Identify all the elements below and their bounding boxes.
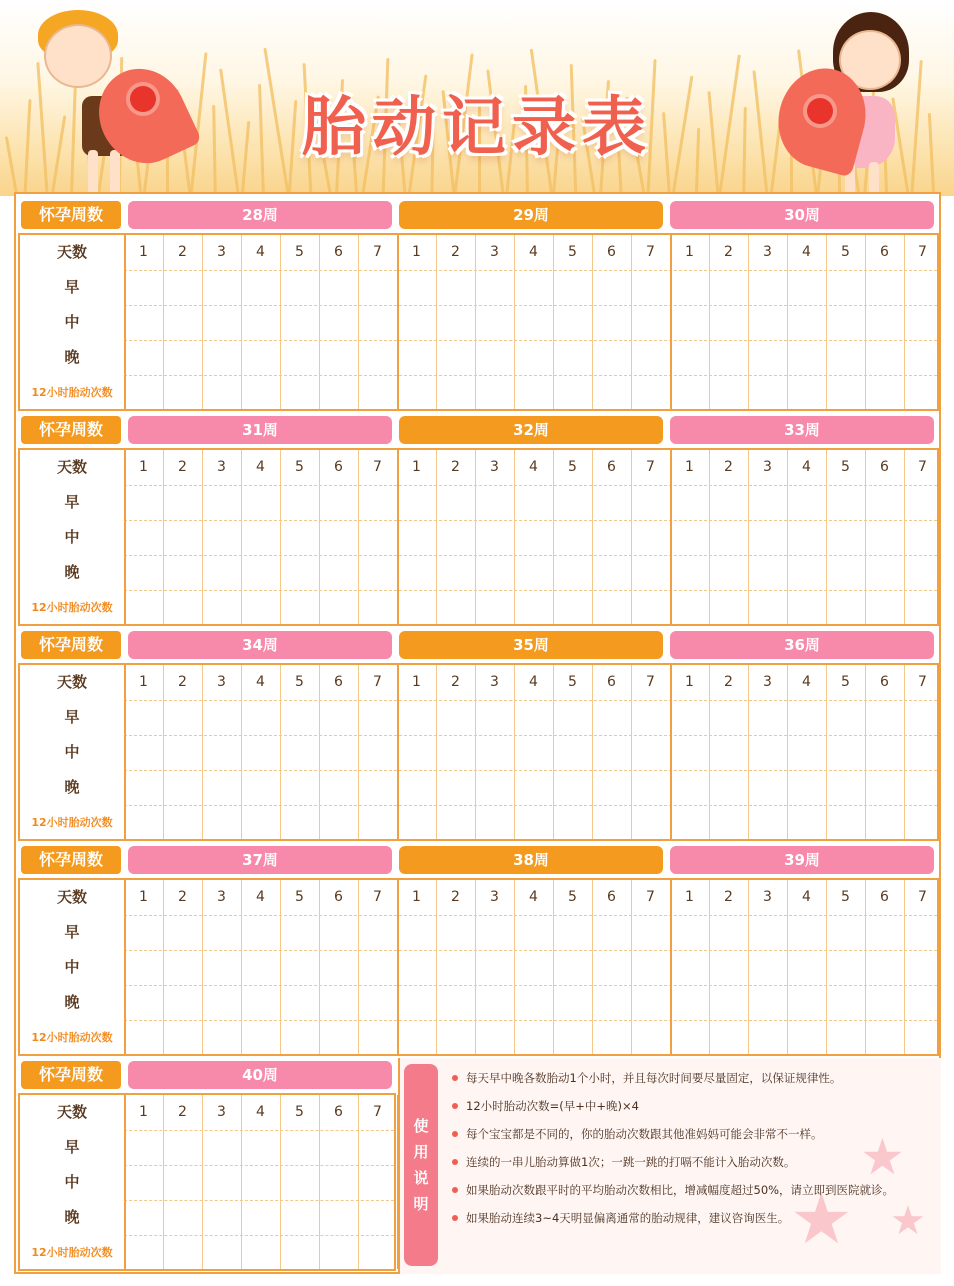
week-grid (18, 1093, 396, 1271)
row-label-morning: 早 (64, 278, 80, 296)
week-pill: 35周 (399, 631, 663, 659)
day-number: 3 (217, 244, 226, 260)
day-number: 1 (685, 889, 694, 905)
day-number: 3 (763, 459, 772, 475)
instructions-tag: 使 用 说 明 (404, 1064, 438, 1266)
day-number: 7 (646, 244, 655, 260)
day-number: 6 (334, 244, 343, 260)
week-pill: 30周 (670, 201, 934, 229)
day-number: 1 (685, 244, 694, 260)
day-number: 4 (256, 459, 265, 475)
row-label-morning: 早 (64, 923, 80, 941)
day-number: 2 (451, 674, 460, 690)
day-number: 1 (139, 1104, 148, 1120)
day-number: 3 (763, 674, 772, 690)
grid-row-line (124, 375, 937, 376)
week-pill: 37周 (128, 846, 392, 874)
day-number: 3 (763, 889, 772, 905)
star-decoration: ★ (890, 1198, 926, 1244)
day-number: 7 (373, 1104, 382, 1120)
day-number: 7 (918, 889, 927, 905)
day-number: 4 (802, 244, 811, 260)
grid-row-line (124, 950, 937, 951)
week-pill: 31周 (128, 416, 392, 444)
day-number: 1 (685, 459, 694, 475)
day-number: 7 (373, 674, 382, 690)
day-number: 5 (295, 459, 304, 475)
day-number: 5 (295, 1104, 304, 1120)
day-number: 7 (373, 889, 382, 905)
day-number: 5 (841, 459, 850, 475)
day-number: 2 (178, 1104, 187, 1120)
grid-row-line (124, 770, 937, 771)
row-label-total: 12小时胎动次数 (31, 386, 113, 399)
grid-row-line (124, 520, 937, 521)
week-pill: 33周 (670, 416, 934, 444)
day-number: 3 (763, 244, 772, 260)
grid-row-line (124, 1235, 394, 1236)
week-header-row (18, 839, 939, 879)
day-number: 5 (568, 244, 577, 260)
day-number: 3 (490, 244, 499, 260)
day-number: 6 (607, 459, 616, 475)
grid-row-line (124, 805, 937, 806)
day-number: 7 (646, 459, 655, 475)
day-number: 4 (529, 459, 538, 475)
row-label-noon: 中 (64, 313, 80, 331)
day-number: 3 (217, 1104, 226, 1120)
row-label-total: 12小时胎动次数 (31, 816, 113, 829)
day-number: 5 (295, 889, 304, 905)
star-decoration: ★ (790, 1178, 853, 1260)
grid-row-line (124, 340, 937, 341)
week-grid (18, 233, 939, 411)
instruction-item: 12小时胎动次数=(早+中+晚)×4 (452, 1092, 932, 1120)
day-number: 4 (256, 674, 265, 690)
day-number: 7 (646, 674, 655, 690)
week-grid (18, 663, 939, 841)
row-label-total: 12小时胎动次数 (31, 601, 113, 614)
day-number: 4 (529, 674, 538, 690)
day-number: 7 (918, 459, 927, 475)
grid-row-line (124, 270, 937, 271)
day-number: 1 (685, 674, 694, 690)
row-label-days: 天数 (56, 458, 87, 476)
day-number: 6 (880, 459, 889, 475)
day-number: 1 (412, 674, 421, 690)
instruction-item: 如果胎动连续3~4天明显偏离通常的胎动规律，建议咨询医生。 (452, 1204, 932, 1232)
row-label-evening: 晚 (64, 778, 80, 796)
day-number: 4 (256, 889, 265, 905)
week-label: 怀孕周数 (21, 201, 121, 229)
day-number: 1 (139, 889, 148, 905)
day-number: 3 (217, 889, 226, 905)
grid-row-line (124, 1020, 937, 1021)
day-number: 2 (178, 674, 187, 690)
day-number: 7 (646, 889, 655, 905)
week-label: 怀孕周数 (21, 846, 121, 874)
grid-row-line (124, 1130, 394, 1131)
row-label-noon: 中 (64, 1173, 80, 1191)
day-number: 3 (490, 889, 499, 905)
day-number: 4 (256, 244, 265, 260)
row-label-days: 天数 (56, 673, 87, 691)
day-number: 1 (412, 244, 421, 260)
week-header-row (18, 194, 939, 234)
day-number: 2 (724, 459, 733, 475)
grid-row-line (124, 735, 937, 736)
week-pill: 32周 (399, 416, 663, 444)
grid-row-line (124, 485, 937, 486)
day-number: 4 (802, 459, 811, 475)
day-number: 6 (334, 889, 343, 905)
day-number: 6 (607, 674, 616, 690)
week-pill: 38周 (399, 846, 663, 874)
row-label-noon: 中 (64, 743, 80, 761)
day-number: 5 (841, 674, 850, 690)
week-grid (18, 448, 939, 626)
grid-row-line (124, 700, 937, 701)
row-label-total: 12小时胎动次数 (31, 1246, 113, 1259)
day-number: 5 (295, 244, 304, 260)
day-number: 4 (802, 674, 811, 690)
row-label-days: 天数 (56, 888, 87, 906)
grid-row-line (124, 590, 937, 591)
day-number: 6 (880, 674, 889, 690)
day-number: 7 (373, 244, 382, 260)
instruction-item: 每天早中晚各数胎动1个小时，并且每次时间要尽量固定，以保证规律性。 (452, 1064, 932, 1092)
day-number: 1 (139, 244, 148, 260)
row-label-evening: 晚 (64, 993, 80, 1011)
page-title: 胎动记录表 (302, 91, 652, 165)
instructions-list (452, 1064, 932, 1232)
grid-row-line (124, 1165, 394, 1166)
day-number: 2 (178, 459, 187, 475)
day-number: 5 (568, 674, 577, 690)
instruction-item: 如果胎动次数跟平时的平均胎动次数相比，增减幅度超过50%，请立即到医院就诊。 (452, 1176, 932, 1204)
grid-row-line (124, 555, 937, 556)
day-number: 4 (529, 889, 538, 905)
week-header-row (18, 409, 939, 449)
day-number: 7 (918, 674, 927, 690)
day-number: 3 (490, 674, 499, 690)
day-number: 4 (529, 244, 538, 260)
week-grid (18, 878, 939, 1056)
row-label-morning: 早 (64, 708, 80, 726)
row-label-evening: 晚 (64, 348, 80, 366)
day-number: 5 (841, 889, 850, 905)
header-banner (0, 0, 954, 196)
star-decoration: ★ (860, 1128, 905, 1186)
row-label-days: 天数 (56, 1103, 87, 1121)
day-number: 5 (568, 889, 577, 905)
grid-row-line (124, 305, 937, 306)
row-label-evening: 晚 (64, 1208, 80, 1226)
day-number: 2 (724, 889, 733, 905)
day-number: 6 (880, 889, 889, 905)
week-header-row (18, 624, 939, 664)
day-number: 1 (139, 674, 148, 690)
week-pill: 39周 (670, 846, 934, 874)
day-number: 6 (607, 889, 616, 905)
day-number: 7 (373, 459, 382, 475)
row-label-noon: 中 (64, 528, 80, 546)
day-number: 4 (256, 1104, 265, 1120)
grid-row-line (124, 985, 937, 986)
week-label: 怀孕周数 (21, 1061, 121, 1089)
row-label-noon: 中 (64, 958, 80, 976)
week-pill: 36周 (670, 631, 934, 659)
day-number: 6 (334, 459, 343, 475)
instruction-item: 每个宝宝都是不同的，你的胎动次数跟其他准妈妈可能会非常不一样。 (452, 1120, 932, 1148)
week-label: 怀孕周数 (21, 631, 121, 659)
week-pill: 40周 (128, 1061, 392, 1089)
row-label-total: 12小时胎动次数 (31, 1031, 113, 1044)
week-label: 怀孕周数 (21, 416, 121, 444)
row-label-morning: 早 (64, 493, 80, 511)
day-number: 2 (451, 889, 460, 905)
day-number: 6 (334, 1104, 343, 1120)
day-number: 1 (139, 459, 148, 475)
day-number: 2 (178, 889, 187, 905)
day-number: 3 (490, 459, 499, 475)
grid-row-line (124, 1200, 394, 1201)
day-number: 2 (451, 244, 460, 260)
day-number: 6 (334, 674, 343, 690)
day-number: 5 (295, 674, 304, 690)
day-number: 2 (724, 674, 733, 690)
day-number: 1 (412, 889, 421, 905)
row-label-evening: 晚 (64, 563, 80, 581)
row-label-morning: 早 (64, 1138, 80, 1156)
day-number: 6 (880, 244, 889, 260)
day-number: 2 (724, 244, 733, 260)
instruction-item: 连续的一串儿胎动算做1次；一跳一跳的打嗝不能计入胎动次数。 (452, 1148, 932, 1176)
week-pill: 29周 (399, 201, 663, 229)
day-number: 5 (568, 459, 577, 475)
row-label-days: 天数 (56, 243, 87, 261)
week-pill: 34周 (128, 631, 392, 659)
day-number: 7 (918, 244, 927, 260)
day-number: 2 (451, 459, 460, 475)
day-number: 4 (802, 889, 811, 905)
day-number: 2 (178, 244, 187, 260)
day-number: 6 (607, 244, 616, 260)
day-number: 3 (217, 674, 226, 690)
day-number: 1 (412, 459, 421, 475)
day-number: 5 (841, 244, 850, 260)
fetal-movement-table (14, 192, 941, 1274)
grid-row-line (124, 915, 937, 916)
day-number: 3 (217, 459, 226, 475)
instructions-panel (398, 1058, 941, 1274)
week-pill: 28周 (128, 201, 392, 229)
